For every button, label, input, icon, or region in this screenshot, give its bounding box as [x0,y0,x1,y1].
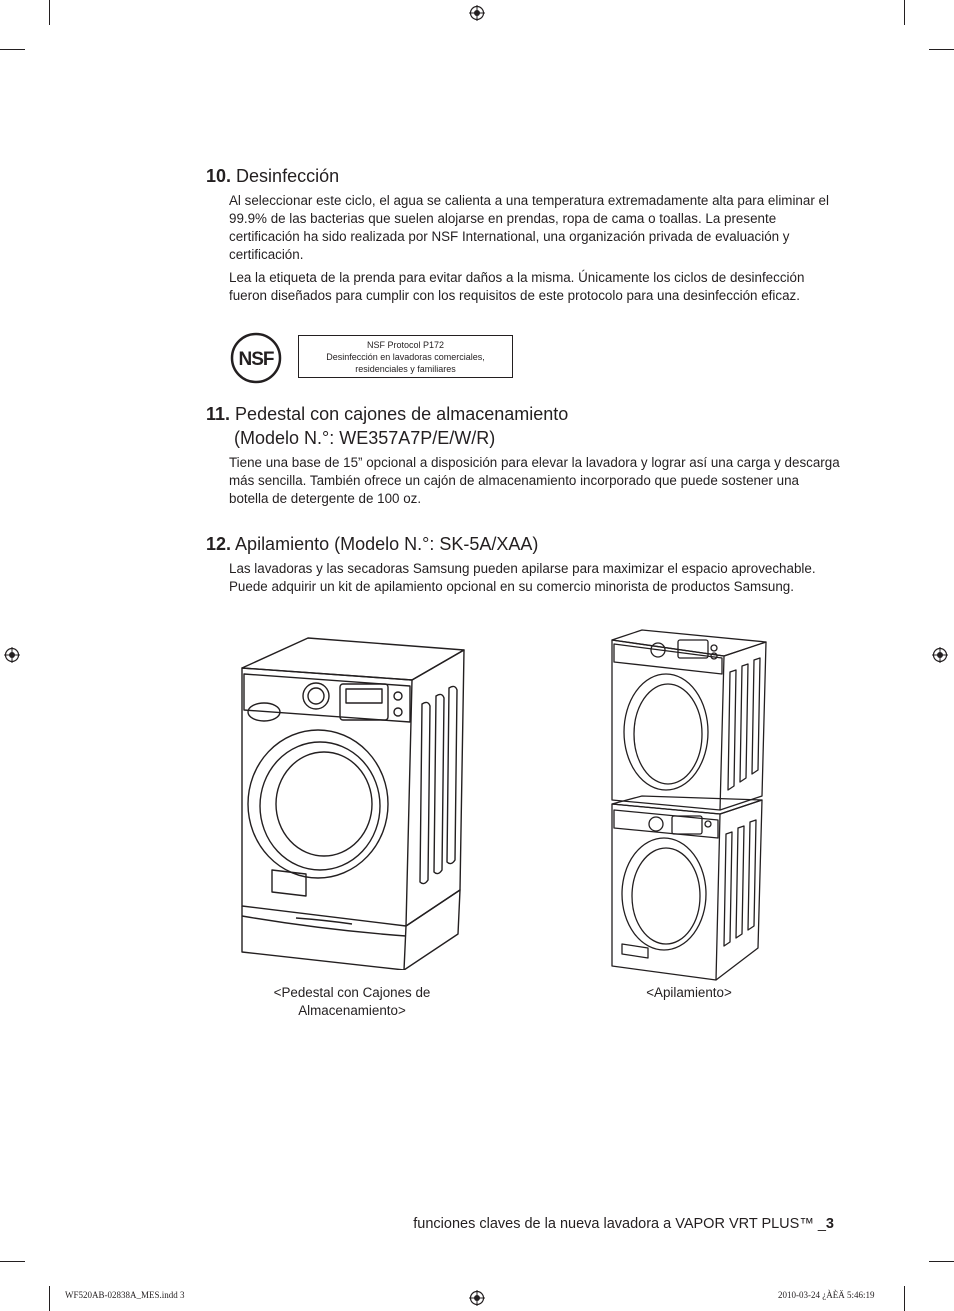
registration-mark-icon [932,647,948,663]
paragraph: Lea la etiqueta de la prenda para evitar daños a la misma. Únicamente los ciclos de desinfección fueron diseñados para cumplir con los requisitos de este protocolo para una desinfección eficaz. [229,270,805,303]
nsf-protocol-line: NSF Protocol P172 [366,340,445,350]
section-number: 12. [206,534,232,554]
nsf-logo-icon [230,332,282,384]
section-heading [206,534,538,555]
registration-mark-icon [469,1290,485,1306]
section-number: 11. [206,404,231,424]
stacked-washer-dryer-illustration [608,628,770,984]
section-heading-line2 [234,428,495,449]
crop-mark [929,1261,954,1262]
paragraph: Las lavadoras y las secadoras Samsung pueden apilarse para maximizar el espacio aprovechable. Puede adquirir un kit de apilamiento opcional en su comercio minorista de productos Samsung. [229,561,816,594]
paragraph: Al seleccionar este ciclo, el agua se calienta a una temperatura extremadamente alta para eliminar el 99.9% de las bacterias que suelen alojarse en prendas, ropa de cama o toallas. La presente certificación ha sido realizada por NSF International, una organización privada de evaluación y certificación. [229,193,829,262]
slug-date: 2010-03-24 ¿ÀÈÄ 5:46:19 [778,1290,875,1300]
figure-caption-pedestal [236,984,468,1020]
caption-line: Almacenamiento> [298,1003,406,1018]
crop-mark [904,0,905,25]
registration-mark-icon [469,5,485,21]
section-title: Apilamiento (Modelo N.°: SK-5A/XAA) [235,534,539,554]
nsf-protocol-line: Desinfección en lavadoras comerciales, [326,352,485,362]
washer-pedestal-illustration [236,634,468,970]
caption-line: <Pedestal con Cajones de [273,985,431,1000]
svg-text:NSF: NSF [238,349,274,370]
slug-file: WF520AB-02838A_MES.indd 3 [65,1290,185,1300]
crop-mark [904,1286,905,1311]
section-heading [206,404,568,425]
nsf-protocol-line: residenciales y familiares [355,364,456,374]
page-footer [413,1216,834,1232]
paragraph: Tiene una base de 15” opcional a disposición para elevar la lavadora y lograr así una carga y descarga más sencilla. También ofrece un cajón de almacenamiento incorporado que puede sostener una botella de detergente de 100 oz. [229,455,840,506]
section-heading [206,166,339,187]
section-title: Desinfección [236,166,340,186]
crop-mark [0,49,25,50]
page-number: 3 [825,1216,834,1232]
crop-mark [49,0,50,25]
section-title: Pedestal con cajones de almacenamiento [235,404,569,424]
section-number: 10. [206,166,232,186]
crop-mark [49,1286,50,1311]
nsf-protocol-box [298,335,513,378]
crop-mark [0,1261,25,1262]
crop-mark [929,49,954,50]
figure-caption-stacking: <Apilamiento> [646,985,732,1000]
section-title-model: (Modelo N.°: WE357A7P/E/W/R) [234,428,496,448]
registration-mark-icon [4,647,20,663]
footer-title: funciones claves de la nueva lavadora a VAPOR VRT PLUS™ _ [413,1216,826,1232]
